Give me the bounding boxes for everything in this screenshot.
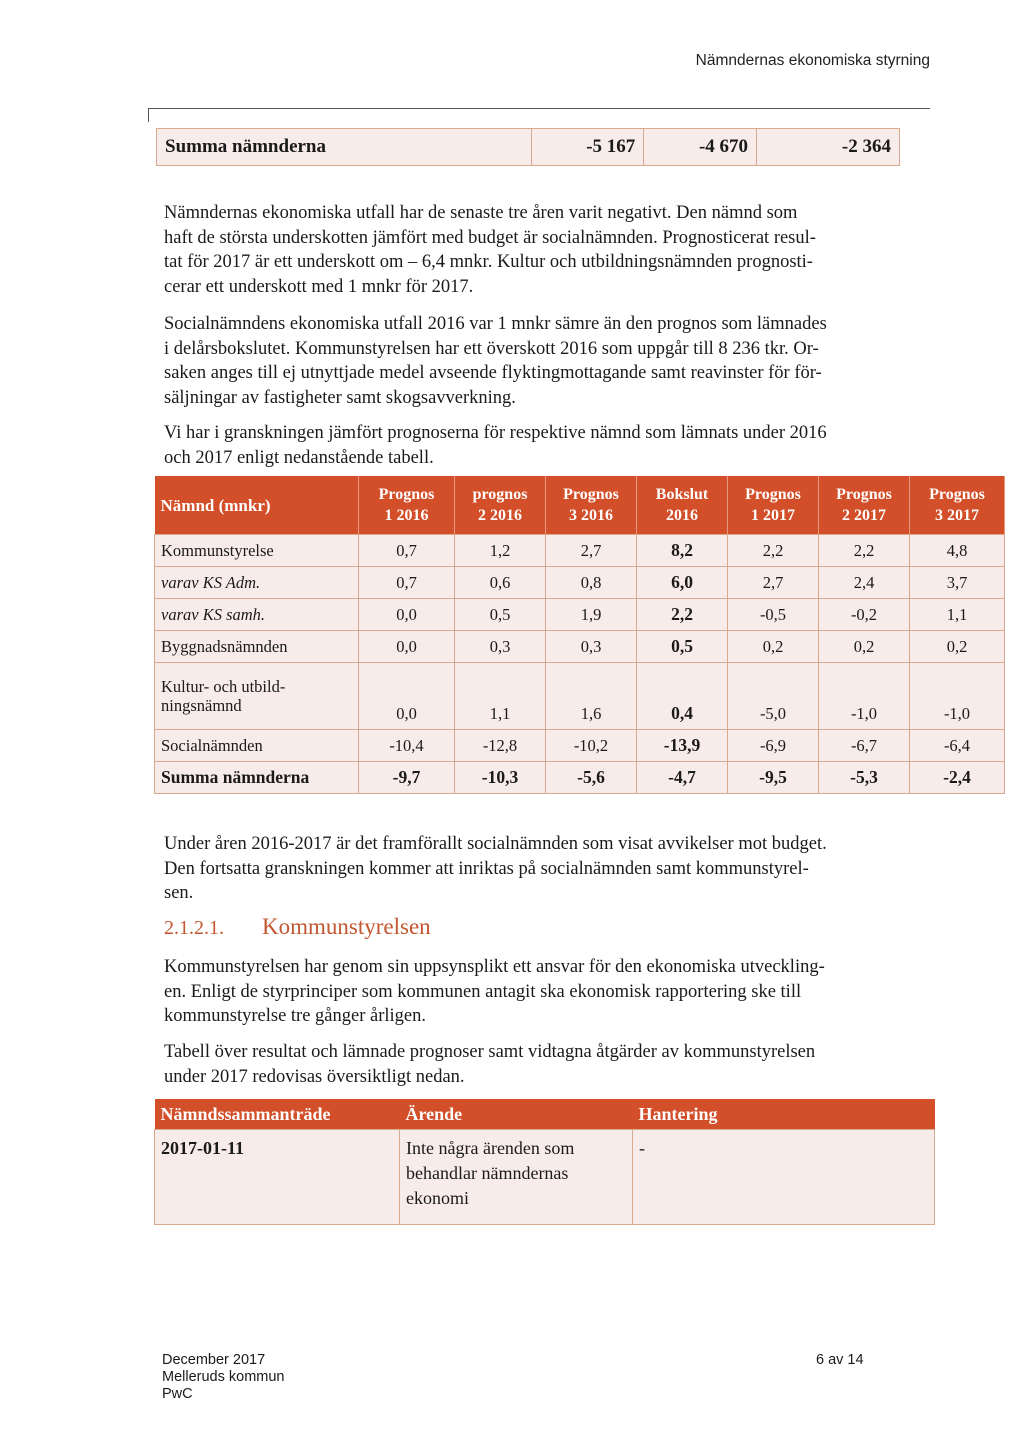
matter-line: ekonomi [406, 1188, 469, 1208]
footer-org: Melleruds kommun [162, 1369, 285, 1385]
table-cell: 1,1 [910, 599, 1005, 631]
table-row [155, 730, 1005, 762]
matter-line: behandlar nämndernas [406, 1163, 569, 1183]
table-cell: 0,3 [455, 631, 546, 663]
table-cell: 2,7 [728, 567, 819, 599]
paragraph-line: under 2017 redovisas översiktligt nedan. [164, 1066, 465, 1087]
footer-company: PwC [162, 1386, 193, 1402]
table-cell: -1,0 [910, 663, 1005, 730]
row-name: Socialnämnden [155, 730, 359, 762]
paragraph-line: Kommunstyrelsen har genom sin uppsynsplikt ett ansvar för den ekonomiska utveckling- [164, 957, 825, 977]
summary-row [157, 129, 900, 166]
row-name: varav KS samh. [155, 599, 359, 631]
paragraph-line: tat för 2017 är ett underskott om – 6,4 mnkr. Kultur och utbildningsnämnden prognosti- [164, 252, 813, 272]
paragraph-line: saken anges till ej utnyttjade medel avseende flyktingmottagande samt reavinster för för- [164, 363, 822, 383]
footer-date: December 2017 [162, 1352, 266, 1368]
paragraph-1 [164, 201, 934, 299]
summary-value-3: -2 364 [757, 129, 900, 166]
paragraph-line: Nämndernas ekonomiska utfall har de senaste tre åren varit negativt. Den nämnd som [164, 203, 798, 223]
table-cell: -2,4 [910, 762, 1005, 794]
table-cell: -9,7 [359, 762, 455, 794]
table-row [155, 1130, 935, 1225]
prognosis-header-row [155, 476, 1005, 535]
column-header-line1: Prognos [836, 486, 892, 503]
summary-label: Summa nämnderna [157, 129, 532, 166]
paragraph-line: Vi har i granskningen jämfört prognoserna för respektive nämnd som lämnats under 2016 [164, 423, 827, 443]
column-header-text: Nämnd (mnkr) [160, 495, 271, 515]
table-cell: 0,0 [359, 663, 455, 730]
paragraph-line: cerar ett underskott med 1 mnkr för 2017. [164, 276, 474, 297]
column-header-line2: 2 2017 [842, 507, 886, 524]
header-rule-tick [148, 108, 149, 122]
paragraph-line: kommunstyrelse tre gånger årligen. [164, 1006, 426, 1026]
table-cell: 0,3 [546, 631, 637, 663]
column-header-line1: Prognos [745, 486, 801, 503]
table-cell: 0,6 [455, 567, 546, 599]
paragraph-line: en. Enligt de styrprinciper som kommunen antagit ska ekonomisk rapportering ske till [164, 981, 802, 1002]
column-header [455, 476, 546, 535]
table-row [155, 631, 1005, 663]
table-cell: -6,4 [910, 730, 1005, 762]
table-cell: -5,0 [728, 663, 819, 730]
section-number: 2.1.2.1. [164, 917, 224, 939]
column-header [819, 476, 910, 535]
table-row [155, 567, 1005, 599]
table-cell: 2,7 [546, 535, 637, 567]
row-name-line1: Kultur- och utbild- [161, 677, 286, 696]
table-row [155, 663, 1005, 730]
row-name: Summa nämnderna [155, 762, 359, 794]
table-cell: -10,4 [359, 730, 455, 762]
table-cell: -10,3 [455, 762, 546, 794]
table-cell: 1,9 [546, 599, 637, 631]
table-cell: -12,8 [455, 730, 546, 762]
paragraph-2 [164, 312, 934, 410]
meeting-date: 2017-01-11 [155, 1130, 400, 1225]
table-cell: -5,6 [546, 762, 637, 794]
section-heading [164, 914, 431, 940]
row-name: Byggnadsnämnden [155, 631, 359, 663]
row-name: varav KS Adm. [155, 567, 359, 599]
paragraph-line: Under åren 2016-2017 är det framförallt socialnämnden som visat avvikelser mot budget. [164, 834, 827, 854]
table-cell: 0,7 [359, 567, 455, 599]
paragraph-line: i delårsbokslutet. Kommunstyrelsen har ett överskott 2016 som uppgår till 8 236 tkr. Or- [164, 338, 819, 359]
meeting-matter [400, 1130, 633, 1225]
column-header-line2: 3 2016 [569, 507, 613, 524]
meeting-header-row [155, 1099, 935, 1130]
column-header [910, 476, 1005, 535]
table-cell: 1,2 [455, 535, 546, 567]
column-header-line2: 3 2017 [935, 507, 979, 524]
paragraph-line: säljningar av fastigheter samt skogsavverkning. [164, 387, 516, 408]
table-cell-bokslut: 8,2 [637, 535, 728, 567]
table-cell: 2,2 [819, 535, 910, 567]
paragraph-line: haft de största underskotten jämfört med budget är socialnämnden. Prognosticerat resul- [164, 227, 816, 248]
column-header-line2: 2016 [666, 507, 698, 524]
column-header-meeting: Nämndssammanträde [155, 1099, 400, 1130]
table-cell-bokslut: 0,4 [637, 663, 728, 730]
table-cell: -0,2 [819, 599, 910, 631]
summary-table [156, 128, 900, 166]
table-cell: 4,8 [910, 535, 1005, 567]
table-cell: -10,2 [546, 730, 637, 762]
column-header [546, 476, 637, 535]
table-row [155, 599, 1005, 631]
table-cell-bokslut: 0,5 [637, 631, 728, 663]
row-name: Kommunstyrelse [155, 535, 359, 567]
table-cell-bokslut: -4,7 [637, 762, 728, 794]
column-header-matter: Ärende [400, 1099, 633, 1130]
column-header [637, 476, 728, 535]
running-header: Nämndernas ekonomiska styrning [695, 52, 930, 69]
summary-value-2: -4 670 [644, 129, 757, 166]
meeting-handling: - [633, 1130, 935, 1225]
table-cell: 1,1 [455, 663, 546, 730]
table-cell: -9,5 [728, 762, 819, 794]
footer-left [162, 1352, 285, 1403]
paragraph-5 [164, 955, 934, 1029]
table-cell: 1,6 [546, 663, 637, 730]
column-header-line1: Prognos [378, 486, 435, 503]
table-cell: 0,0 [359, 631, 455, 663]
table-row-sum [155, 762, 1005, 794]
column-header-line2: 1 2017 [751, 507, 795, 524]
paragraph-6 [164, 1040, 934, 1089]
table-row [155, 535, 1005, 567]
table-cell: 2,4 [819, 567, 910, 599]
table-cell: 3,7 [910, 567, 1005, 599]
paragraph-3 [164, 421, 934, 470]
header-rule [148, 108, 930, 109]
table-cell: -6,7 [819, 730, 910, 762]
table-cell-bokslut: -13,9 [637, 730, 728, 762]
column-header-namnd [155, 476, 359, 535]
paragraph-line: sen. [164, 883, 194, 903]
table-cell-bokslut: 2,2 [637, 599, 728, 631]
column-header-handling: Hantering [633, 1099, 935, 1130]
column-header-line1: prognos [472, 486, 528, 503]
meeting-table [154, 1099, 935, 1225]
matter-line: Inte några ärenden som [406, 1138, 575, 1158]
column-header-line2: 1 2016 [384, 507, 429, 524]
column-header-line1: Bokslut [655, 486, 709, 503]
table-cell: 0,8 [546, 567, 637, 599]
row-name [155, 663, 359, 730]
table-cell: 0,2 [728, 631, 819, 663]
column-header [359, 476, 455, 535]
table-cell: 2,2 [728, 535, 819, 567]
paragraph-line: Socialnämndens ekonomiska utfall 2016 var 1 mnkr sämre än den prognos som lämnades [164, 314, 827, 334]
summary-value-1: -5 167 [531, 129, 644, 166]
paragraph-4 [164, 832, 934, 906]
table-cell: 0,5 [455, 599, 546, 631]
table-cell: -6,9 [728, 730, 819, 762]
row-name-line2: ningsnämnd [161, 696, 242, 715]
paragraph-line: och 2017 enligt nedanstående tabell. [164, 447, 434, 468]
prognosis-table [154, 476, 1005, 794]
table-cell: 0,2 [910, 631, 1005, 663]
section-title: Kommunstyrelsen [262, 914, 431, 939]
table-cell: -0,5 [728, 599, 819, 631]
column-header [728, 476, 819, 535]
page-number: 6 av 14 [816, 1352, 864, 1368]
table-cell: -5,3 [819, 762, 910, 794]
paragraph-line: Tabell över resultat och lämnade prognoser samt vidtagna åtgärder av kommunstyrelsen [164, 1042, 816, 1062]
table-cell-bokslut: 6,0 [637, 567, 728, 599]
column-header-line1: Prognos [929, 486, 985, 503]
table-cell: 0,2 [819, 631, 910, 663]
column-header-line2: 2 2016 [478, 507, 522, 524]
table-cell: -1,0 [819, 663, 910, 730]
table-cell: 0,0 [359, 599, 455, 631]
paragraph-line: Den fortsatta granskningen kommer att inriktas på socialnämnden samt kommunstyrel- [164, 858, 809, 879]
table-cell: 0,7 [359, 535, 455, 567]
column-header-line1: Prognos [563, 486, 619, 503]
